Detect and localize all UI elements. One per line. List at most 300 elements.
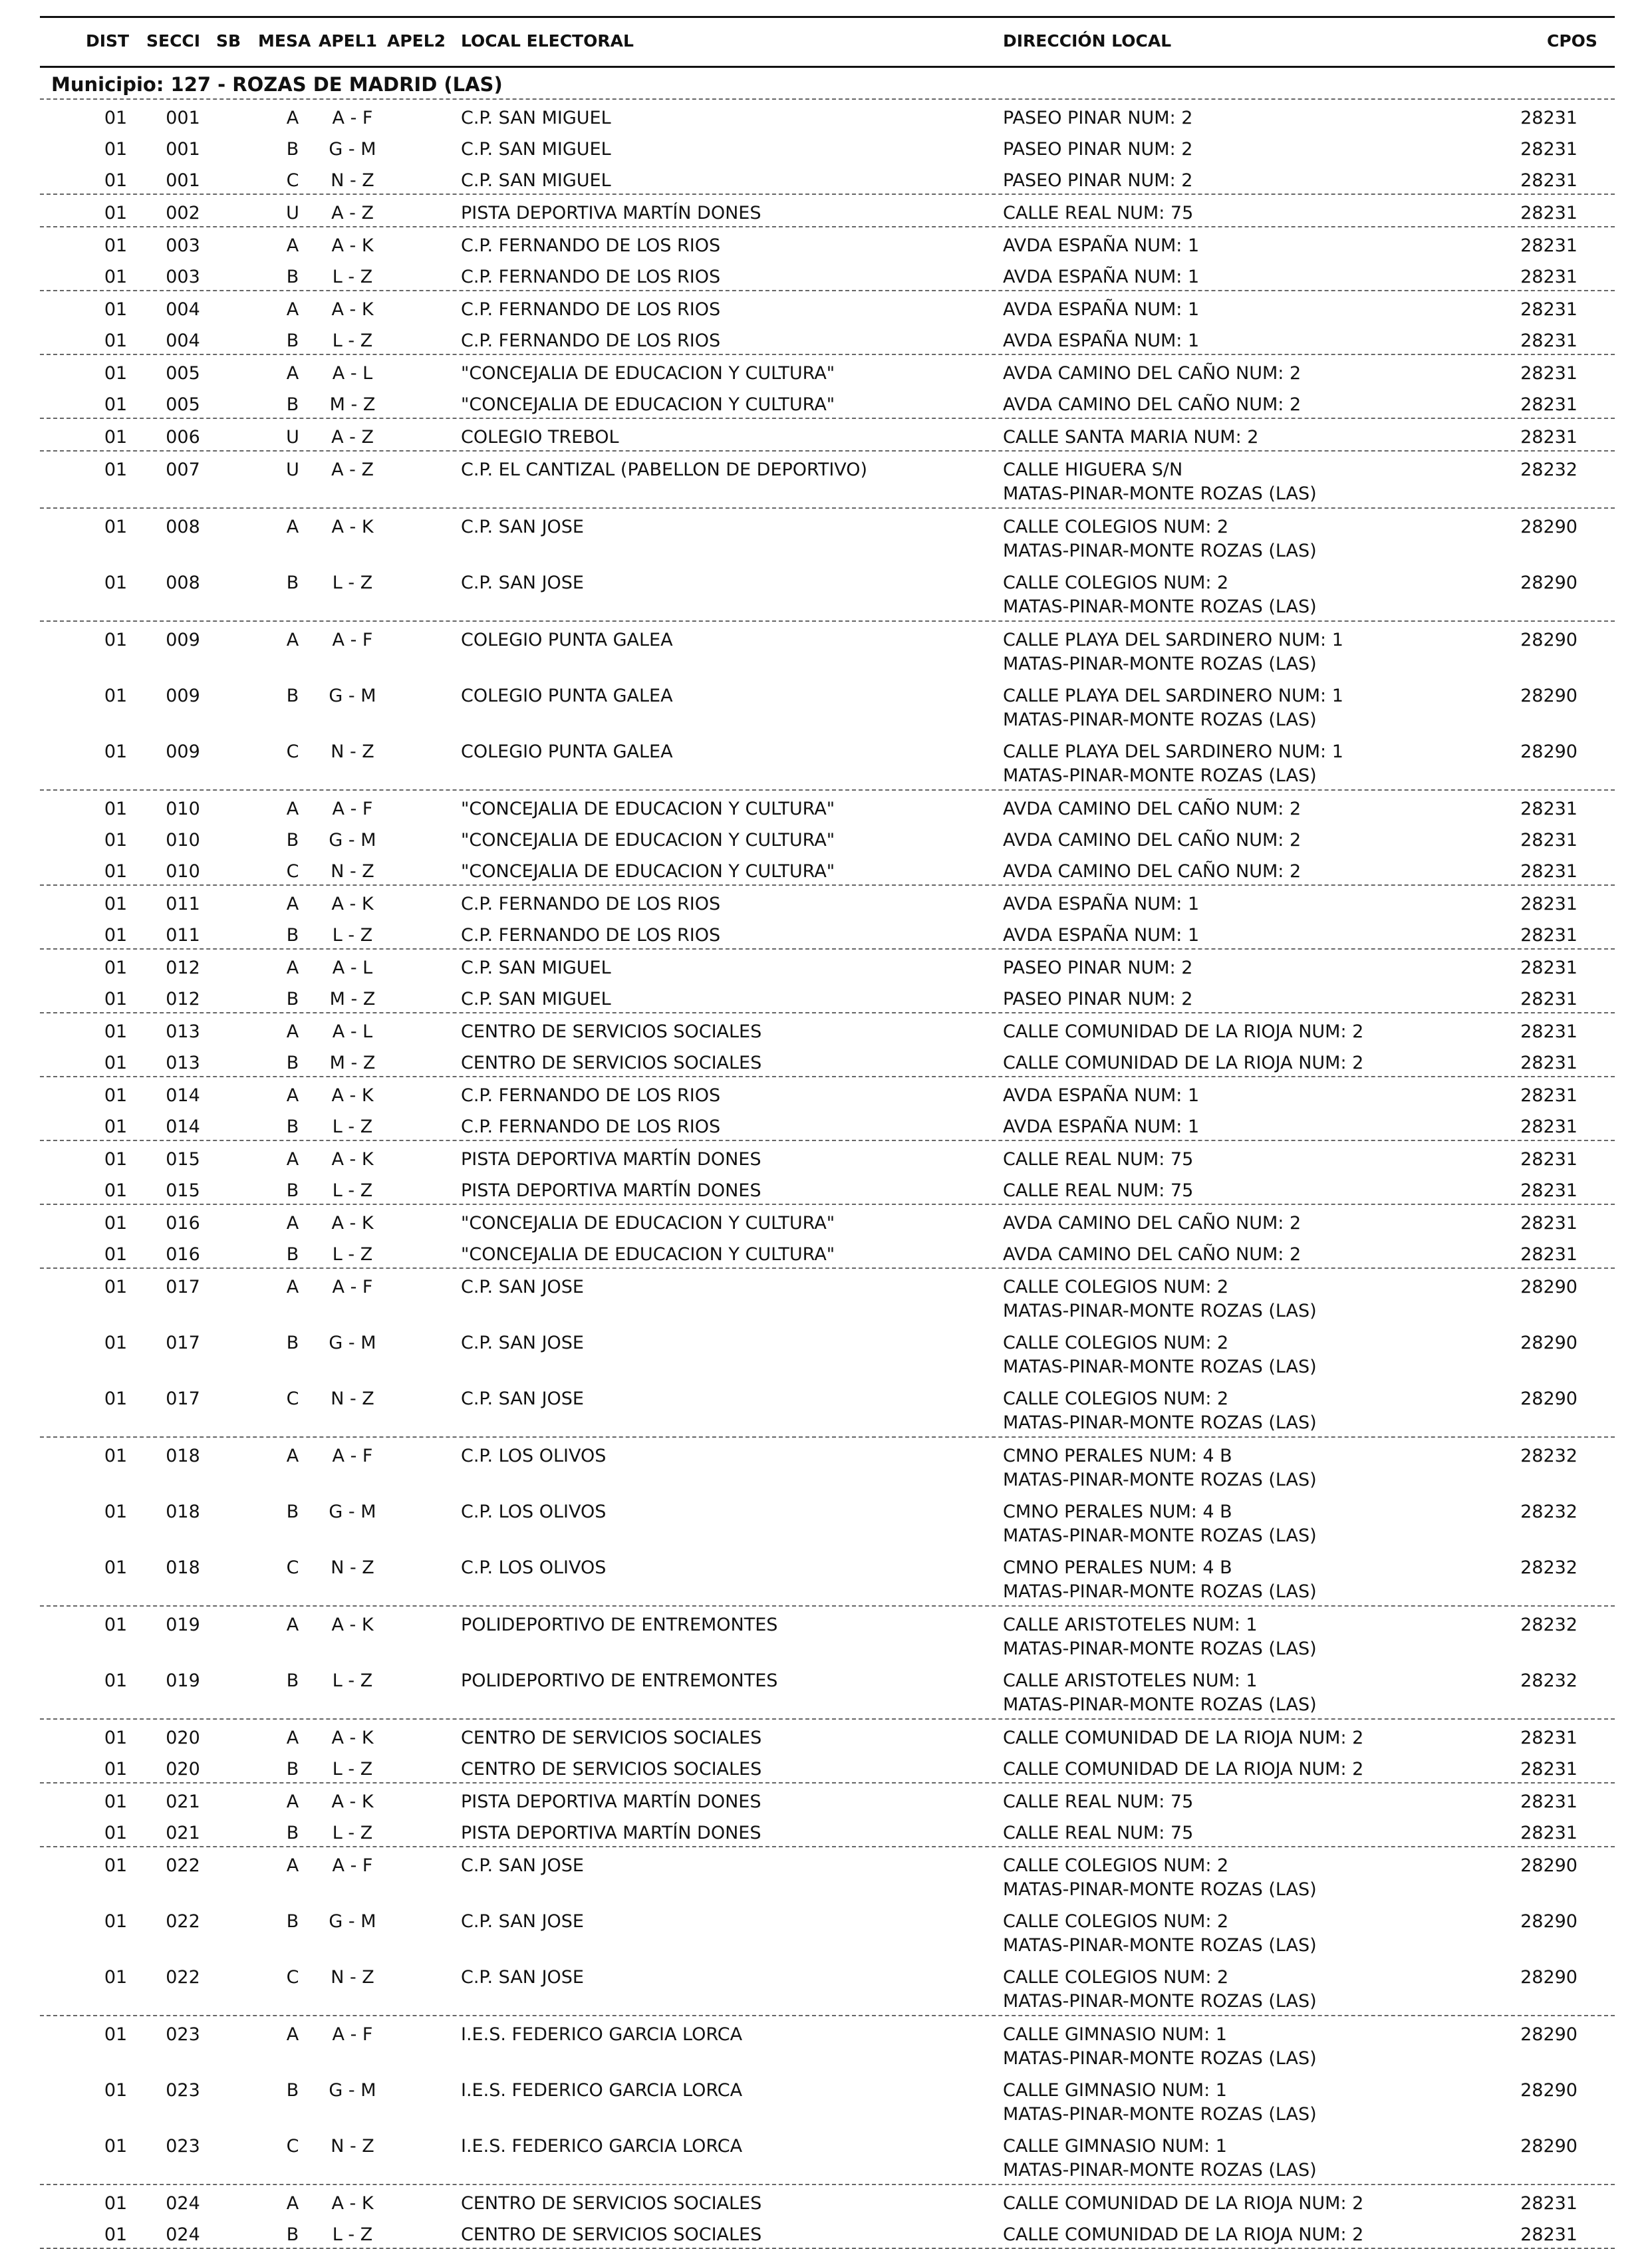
apel-cell: A - F (332, 108, 373, 128)
secci-cell: 024 (166, 2224, 200, 2245)
direccion-line: CALLE HIGUERA S/N (1003, 460, 1183, 480)
apel-cell: A - F (332, 630, 373, 650)
local-electoral-cell: C.P. SAN JOSE (461, 1967, 584, 1988)
cpos-cell: 28231 (1520, 925, 1578, 946)
cpos-cell: 28231 (1520, 267, 1578, 287)
section-group (40, 886, 1615, 950)
direccion-locality-line: MATAS-PINAR-MONTE ROZAS (LAS) (1003, 1934, 1317, 1956)
apel-cell: L - Z (332, 573, 373, 593)
apel-cell: A - Z (331, 460, 374, 480)
dist-cell: 01 (104, 925, 128, 946)
direccion-line: PASEO PINAR NUM: 2 (1003, 989, 1193, 1009)
direccion-line: CALLE COMUNIDAD DE LA RIOJA NUM: 2 (1003, 1053, 1364, 1073)
secci-cell: 013 (166, 1053, 200, 1073)
secci-cell: 005 (166, 394, 200, 415)
direccion-line: CALLE COLEGIOS NUM: 2 (1003, 1277, 1229, 1297)
secci-cell: 006 (166, 427, 200, 448)
direccion-cell (1003, 298, 1199, 322)
local-electoral-cell: COLEGIO PUNTA GALEA (461, 630, 673, 650)
mesa-cell: C (286, 1557, 299, 1578)
apel-cell: L - Z (332, 1180, 373, 1201)
dist-cell: 01 (104, 1053, 128, 1073)
direccion-line: CALLE REAL NUM: 75 (1003, 1823, 1194, 1843)
direccion-line: CALLE COLEGIOS NUM: 2 (1003, 1389, 1229, 1409)
cpos-cell: 28290 (1520, 1967, 1578, 1988)
direccion-cell (1003, 201, 1193, 225)
mesa-cell: A (286, 1446, 299, 1466)
apel-cell: A - K (331, 894, 374, 914)
apel-cell: L - Z (332, 1244, 373, 1265)
dist-cell: 01 (104, 1149, 128, 1170)
local-electoral-cell: C.P. EL CANTIZAL (PABELLON DE DEPORTIVO) (461, 460, 868, 480)
direccion-line: CALLE COMUNIDAD DE LA RIOJA NUM: 2 (1003, 2224, 1364, 2245)
table-row (40, 1847, 1615, 1903)
mesa-cell: U (286, 460, 299, 480)
local-electoral-cell: C.P. SAN JOSE (461, 517, 584, 537)
secci-cell: 018 (166, 1446, 200, 1466)
direccion-cell (1003, 1966, 1317, 2013)
local-electoral-cell: CENTRO DE SERVICIOS SOCIALES (461, 1053, 762, 1073)
table-row (40, 1549, 1615, 1605)
secci-cell: 010 (166, 830, 200, 851)
cpos-cell: 28231 (1520, 1021, 1578, 1042)
dist-cell: 01 (104, 1557, 128, 1578)
local-electoral-cell: I.E.S. FEDERICO GARCIA LORCA (461, 2080, 743, 2101)
direccion-cell (1003, 2223, 1363, 2247)
direccion-cell (1003, 740, 1343, 787)
local-electoral-cell: C.P. FERNANDO DE LOS RIOS (461, 299, 721, 320)
table-row (40, 323, 1615, 354)
apel-cell: A - Z (331, 427, 374, 448)
apel-cell: A - L (332, 1021, 373, 1042)
secci-cell: 023 (166, 2136, 200, 2157)
direccion-line: AVDA CAMINO DEL CAÑO NUM: 2 (1003, 363, 1302, 384)
dist-cell: 01 (104, 299, 128, 320)
direccion-line: CALLE COMUNIDAD DE LA RIOJA NUM: 2 (1003, 1021, 1364, 1042)
apel-cell: A - K (331, 1149, 374, 1170)
dist-cell: 01 (104, 830, 128, 851)
dist-cell: 01 (104, 2136, 128, 2157)
local-electoral-cell: POLIDEPORTIVO DE ENTREMONTES (461, 1670, 778, 1691)
direccion-locality-line: MATAS-PINAR-MONTE ROZAS (LAS) (1003, 2159, 1317, 2181)
section-group (40, 2016, 1615, 2185)
section-group (40, 227, 1615, 291)
section-group (40, 1205, 1615, 1269)
local-electoral-cell: COLEGIO PUNTA GALEA (461, 686, 673, 706)
secci-cell: 013 (166, 1021, 200, 1042)
local-electoral-cell: CENTRO DE SERVICIOS SOCIALES (461, 1021, 762, 1042)
cpos-cell: 28290 (1520, 517, 1578, 537)
direccion-line: AVDA CAMINO DEL CAÑO NUM: 2 (1003, 799, 1302, 819)
mesa-cell: B (286, 1502, 299, 1522)
table-row (40, 886, 1615, 917)
dist-cell: 01 (104, 1389, 128, 1409)
dist-cell: 01 (104, 2193, 128, 2214)
dist-cell: 01 (104, 1855, 128, 1876)
apel-cell: G - M (329, 1333, 376, 1353)
direccion-cell (1003, 1020, 1363, 1044)
table-row (40, 1141, 1615, 1172)
mesa-cell: B (286, 1333, 299, 1353)
mesa-cell: U (286, 203, 299, 223)
direccion-cell (1003, 1084, 1199, 1108)
dist-cell: 01 (104, 2080, 128, 2101)
apel-cell: L - Z (332, 1823, 373, 1843)
mesa-cell: A (286, 2193, 299, 2214)
local-electoral-cell: CENTRO DE SERVICIOS SOCIALES (461, 1759, 762, 1780)
table-row (40, 1784, 1615, 1815)
table-row (40, 2128, 1615, 2184)
local-electoral-cell: C.P. SAN MIGUEL (461, 170, 611, 191)
mesa-cell: B (286, 139, 299, 160)
table-row (40, 1607, 1615, 1662)
cpos-cell: 28231 (1520, 427, 1578, 448)
table-row (40, 355, 1615, 386)
local-electoral-cell: C.P. SAN MIGUEL (461, 108, 611, 128)
municipio-label: Municipio: 127 - ROZAS DE MADRID (LAS) (51, 73, 503, 96)
secci-cell: 007 (166, 460, 200, 480)
local-electoral-cell: C.P. SAN MIGUEL (461, 958, 611, 978)
local-electoral-cell: POLIDEPORTIVO DE ENTREMONTES (461, 1615, 778, 1635)
direccion-cell (1003, 1444, 1317, 1492)
apel-cell: A - K (331, 1615, 374, 1635)
direccion-cell (1003, 1669, 1317, 1716)
cpos-cell: 28290 (1520, 1333, 1578, 1353)
dist-cell: 01 (104, 573, 128, 593)
direccion-line: CALLE REAL NUM: 75 (1003, 1149, 1194, 1170)
table-header (40, 16, 1615, 68)
mesa-cell: C (286, 2136, 299, 2157)
direccion-line: CMNO PERALES NUM: 4 B (1003, 1557, 1232, 1578)
local-electoral-cell: PISTA DEPORTIVA MARTÍN DONES (461, 203, 761, 223)
apel-cell: L - Z (332, 2224, 373, 2245)
mesa-cell: B (286, 830, 299, 851)
apel-cell: L - Z (332, 1117, 373, 1137)
mesa-cell: A (286, 958, 299, 978)
secci-cell: 008 (166, 573, 200, 593)
direccion-locality-line: MATAS-PINAR-MONTE ROZAS (LAS) (1003, 1879, 1317, 1900)
direccion-cell (1003, 106, 1192, 130)
direccion-line: CALLE SANTA MARIA NUM: 2 (1003, 427, 1259, 448)
apel-cell: A - K (331, 517, 374, 537)
cpos-cell: 28231 (1520, 139, 1578, 160)
dist-cell: 01 (104, 861, 128, 882)
cpos-cell: 28231 (1520, 363, 1578, 384)
direccion-line: CALLE REAL NUM: 75 (1003, 203, 1194, 223)
apel-cell: L - Z (332, 1759, 373, 1780)
municipio-heading (40, 68, 1615, 100)
table-row (40, 1172, 1615, 1204)
apel-cell: G - M (329, 1502, 376, 1522)
direccion-locality-line: MATAS-PINAR-MONTE ROZAS (LAS) (1003, 596, 1317, 617)
mesa-cell: B (286, 2080, 299, 2101)
local-electoral-cell: C.P. SAN JOSE (461, 1855, 584, 1876)
local-electoral-cell: PISTA DEPORTIVA MARTÍN DONES (461, 1823, 761, 1843)
dist-cell: 01 (104, 741, 128, 762)
cpos-cell: 28290 (1520, 686, 1578, 706)
secci-cell: 023 (166, 2024, 200, 2045)
cpos-cell: 28231 (1520, 1117, 1578, 1137)
section-group (40, 195, 1615, 227)
mesa-cell: A (286, 894, 299, 914)
table-row (40, 1903, 1615, 1959)
secci-cell: 001 (166, 139, 200, 160)
secci-cell: 010 (166, 861, 200, 882)
cpos-cell: 28231 (1520, 331, 1578, 351)
col-secci: SECCI (146, 31, 201, 51)
mesa-cell: A (286, 517, 299, 537)
direccion-cell (1003, 684, 1343, 731)
table-row (40, 565, 1615, 620)
col-apel1: APEL1 (319, 31, 378, 51)
mesa-cell: A (286, 799, 299, 819)
local-electoral-cell: C.P. SAN MIGUEL (461, 989, 611, 1009)
table-row (40, 1325, 1615, 1381)
direccion-line: AVDA CAMINO DEL CAÑO NUM: 2 (1003, 1244, 1302, 1265)
dist-cell: 01 (104, 894, 128, 914)
table-row (40, 678, 1615, 733)
direccion-line: CALLE REAL NUM: 75 (1003, 1791, 1194, 1812)
apel-cell: N - Z (331, 170, 374, 191)
dist-cell: 01 (104, 1117, 128, 1137)
direccion-cell (1003, 571, 1317, 618)
direccion-line: PASEO PINAR NUM: 2 (1003, 108, 1193, 128)
local-electoral-cell: C.P. FERNANDO DE LOS RIOS (461, 925, 721, 946)
cpos-cell: 28232 (1520, 1670, 1578, 1691)
direccion-cell (1003, 169, 1192, 193)
dist-cell: 01 (104, 170, 128, 191)
direccion-cell (1003, 1212, 1301, 1236)
secci-cell: 003 (166, 267, 200, 287)
cpos-cell: 28231 (1520, 989, 1578, 1009)
direccion-cell (1003, 1613, 1317, 1660)
apel-cell: G - M (329, 139, 376, 160)
direccion-cell (1003, 2023, 1317, 2070)
table-row (40, 452, 1615, 507)
mesa-cell: A (286, 1277, 299, 1297)
direccion-locality-line: MATAS-PINAR-MONTE ROZAS (LAS) (1003, 2103, 1317, 2125)
secci-cell: 005 (166, 363, 200, 384)
direccion-locality-line: MATAS-PINAR-MONTE ROZAS (LAS) (1003, 709, 1317, 730)
mesa-cell: B (286, 1180, 299, 1201)
direccion-cell (1003, 988, 1192, 1011)
table-row (40, 259, 1615, 290)
direccion-cell (1003, 1115, 1199, 1139)
apel-cell: N - Z (331, 1389, 374, 1409)
direccion-cell (1003, 956, 1192, 980)
cpos-cell: 28231 (1520, 1244, 1578, 1265)
table-row (40, 1045, 1615, 1076)
direccion-locality-line: MATAS-PINAR-MONTE ROZAS (LAS) (1003, 1638, 1317, 1659)
secci-cell: 010 (166, 799, 200, 819)
section-group (40, 1847, 1615, 2016)
direccion-line: CALLE COMUNIDAD DE LA RIOJA NUM: 2 (1003, 2193, 1364, 2214)
cpos-cell: 28231 (1520, 1759, 1578, 1780)
secci-cell: 011 (166, 894, 200, 914)
dist-cell: 01 (104, 1213, 128, 1234)
direccion-cell (1003, 329, 1199, 353)
dist-cell: 01 (104, 1615, 128, 1635)
table-row (40, 419, 1615, 450)
direccion-cell (1003, 1910, 1317, 1957)
section-group (40, 1141, 1615, 1205)
col-apel2: APEL2 (387, 31, 446, 51)
direccion-cell (1003, 1726, 1363, 1750)
secci-cell: 012 (166, 989, 200, 1009)
cpos-cell: 28232 (1520, 460, 1578, 480)
local-electoral-cell: C.P. SAN MIGUEL (461, 139, 611, 160)
apel-cell: G - M (329, 686, 376, 706)
table-row (40, 1205, 1615, 1236)
table-row (40, 100, 1615, 131)
apel-cell: A - F (332, 799, 373, 819)
direccion-locality-line: MATAS-PINAR-MONTE ROZAS (LAS) (1003, 540, 1317, 561)
apel-cell: A - K (331, 1213, 374, 1234)
cpos-cell: 28231 (1520, 108, 1578, 128)
secci-cell: 022 (166, 1967, 200, 1988)
dist-cell: 01 (104, 958, 128, 978)
apel-cell: G - M (329, 1911, 376, 1932)
table-row (40, 853, 1615, 884)
table-row (40, 822, 1615, 853)
secci-cell: 009 (166, 741, 200, 762)
dist-cell: 01 (104, 203, 128, 223)
direccion-cell (1003, 2135, 1317, 2182)
table-row (40, 131, 1615, 162)
apel-cell: A - K (331, 1728, 374, 1748)
secci-cell: 011 (166, 925, 200, 946)
local-electoral-cell: PISTA DEPORTIVA MARTÍN DONES (461, 1791, 761, 1812)
local-electoral-cell: COLEGIO PUNTA GALEA (461, 741, 673, 762)
local-electoral-cell: C.P. SAN JOSE (461, 1389, 584, 1409)
secci-cell: 015 (166, 1149, 200, 1170)
local-electoral-cell: "CONCEJALIA DE EDUCACION Y CULTURA" (461, 1213, 835, 1234)
apel-cell: L - Z (332, 331, 373, 351)
apel-cell: M - Z (329, 989, 376, 1009)
secci-cell: 009 (166, 630, 200, 650)
dist-cell: 01 (104, 686, 128, 706)
mesa-cell: C (286, 1967, 299, 1988)
dist-cell: 01 (104, 517, 128, 537)
cpos-cell: 28232 (1520, 1615, 1578, 1635)
mesa-cell: A (286, 2024, 299, 2045)
dist-cell: 01 (104, 139, 128, 160)
local-electoral-cell: "CONCEJALIA DE EDUCACION Y CULTURA" (461, 394, 835, 415)
cpos-cell: 28290 (1520, 741, 1578, 762)
cpos-cell: 28232 (1520, 1446, 1578, 1466)
table-row (40, 1013, 1615, 1045)
secci-cell: 003 (166, 235, 200, 256)
direccion-cell (1003, 829, 1301, 853)
table-row (40, 1269, 1615, 1325)
direccion-locality-line: MATAS-PINAR-MONTE ROZAS (LAS) (1003, 653, 1317, 674)
dist-cell: 01 (104, 1670, 128, 1691)
dist-cell: 01 (104, 1967, 128, 1988)
direccion-cell (1003, 2079, 1317, 2126)
mesa-cell: A (286, 299, 299, 320)
direccion-line: AVDA ESPAÑA NUM: 1 (1003, 894, 1200, 914)
mesa-cell: C (286, 170, 299, 191)
direccion-cell (1003, 1148, 1193, 1172)
mesa-cell: B (286, 1911, 299, 1932)
table-row (40, 2016, 1615, 2072)
section-group (40, 1269, 1615, 1438)
cpos-cell: 28232 (1520, 1502, 1578, 1522)
local-electoral-cell: C.P. FERNANDO DE LOS RIOS (461, 1085, 721, 1106)
direccion-cell (1003, 1758, 1363, 1782)
mesa-cell: B (286, 1670, 299, 1691)
direccion-line: CALLE COLEGIOS NUM: 2 (1003, 1333, 1229, 1353)
section-group (40, 419, 1615, 452)
mesa-cell: A (286, 108, 299, 128)
direccion-cell (1003, 515, 1317, 563)
direccion-line: CALLE COLEGIOS NUM: 2 (1003, 573, 1229, 593)
cpos-cell: 28290 (1520, 1855, 1578, 1876)
secci-cell: 008 (166, 517, 200, 537)
direccion-line: CALLE COLEGIOS NUM: 2 (1003, 1855, 1229, 1876)
apel-cell: A - L (332, 363, 373, 384)
direccion-line: CALLE COLEGIOS NUM: 2 (1003, 1967, 1229, 1988)
cpos-cell: 28231 (1520, 170, 1578, 191)
local-electoral-cell: "CONCEJALIA DE EDUCACION Y CULTURA" (461, 799, 835, 819)
mesa-cell: A (286, 630, 299, 650)
section-group (40, 291, 1615, 355)
mesa-cell: C (286, 741, 299, 762)
direccion-cell (1003, 426, 1258, 450)
dist-cell: 01 (104, 235, 128, 256)
cpos-cell: 28231 (1520, 1213, 1578, 1234)
mesa-cell: C (286, 1389, 299, 1409)
mesa-cell: A (286, 1728, 299, 1748)
section-group (40, 509, 1615, 622)
cpos-cell: 28290 (1520, 630, 1578, 650)
cpos-cell: 28231 (1520, 394, 1578, 415)
cpos-cell: 28231 (1520, 203, 1578, 223)
table-row (40, 950, 1615, 981)
dist-cell: 01 (104, 394, 128, 415)
dist-cell: 01 (104, 1823, 128, 1843)
table-row (40, 1959, 1615, 2015)
secci-cell: 016 (166, 1244, 200, 1265)
secci-cell: 018 (166, 1502, 200, 1522)
dist-cell: 01 (104, 331, 128, 351)
cpos-cell: 28290 (1520, 2136, 1578, 2157)
apel-cell: N - Z (331, 861, 374, 882)
direccion-line: CALLE ARISTOTELES NUM: 1 (1003, 1670, 1258, 1691)
apel-cell: G - M (329, 830, 376, 851)
dist-cell: 01 (104, 630, 128, 650)
table-row (40, 1815, 1615, 1846)
local-electoral-cell: C.P. FERNANDO DE LOS RIOS (461, 894, 721, 914)
dist-cell: 01 (104, 1791, 128, 1812)
direccion-line: CALLE PLAYA DEL SARDINERO NUM: 1 (1003, 741, 1343, 762)
col-dist: DIST (86, 31, 130, 51)
secci-cell: 017 (166, 1277, 200, 1297)
dist-cell: 01 (104, 1446, 128, 1466)
mesa-cell: B (286, 1759, 299, 1780)
local-electoral-cell: C.P. SAN JOSE (461, 1911, 584, 1932)
direccion-line: AVDA ESPAÑA NUM: 1 (1003, 267, 1200, 287)
table-row (40, 162, 1615, 194)
local-electoral-cell: "CONCEJALIA DE EDUCACION Y CULTURA" (461, 363, 835, 384)
direccion-cell (1003, 1500, 1317, 1547)
direccion-line: PASEO PINAR NUM: 2 (1003, 139, 1193, 160)
direccion-cell (1003, 138, 1192, 162)
cpos-cell: 28231 (1520, 1728, 1578, 1748)
direccion-cell (1003, 1331, 1317, 1379)
direccion-line: CMNO PERALES NUM: 4 B (1003, 1502, 1232, 1522)
direccion-line: CALLE REAL NUM: 75 (1003, 1180, 1194, 1201)
